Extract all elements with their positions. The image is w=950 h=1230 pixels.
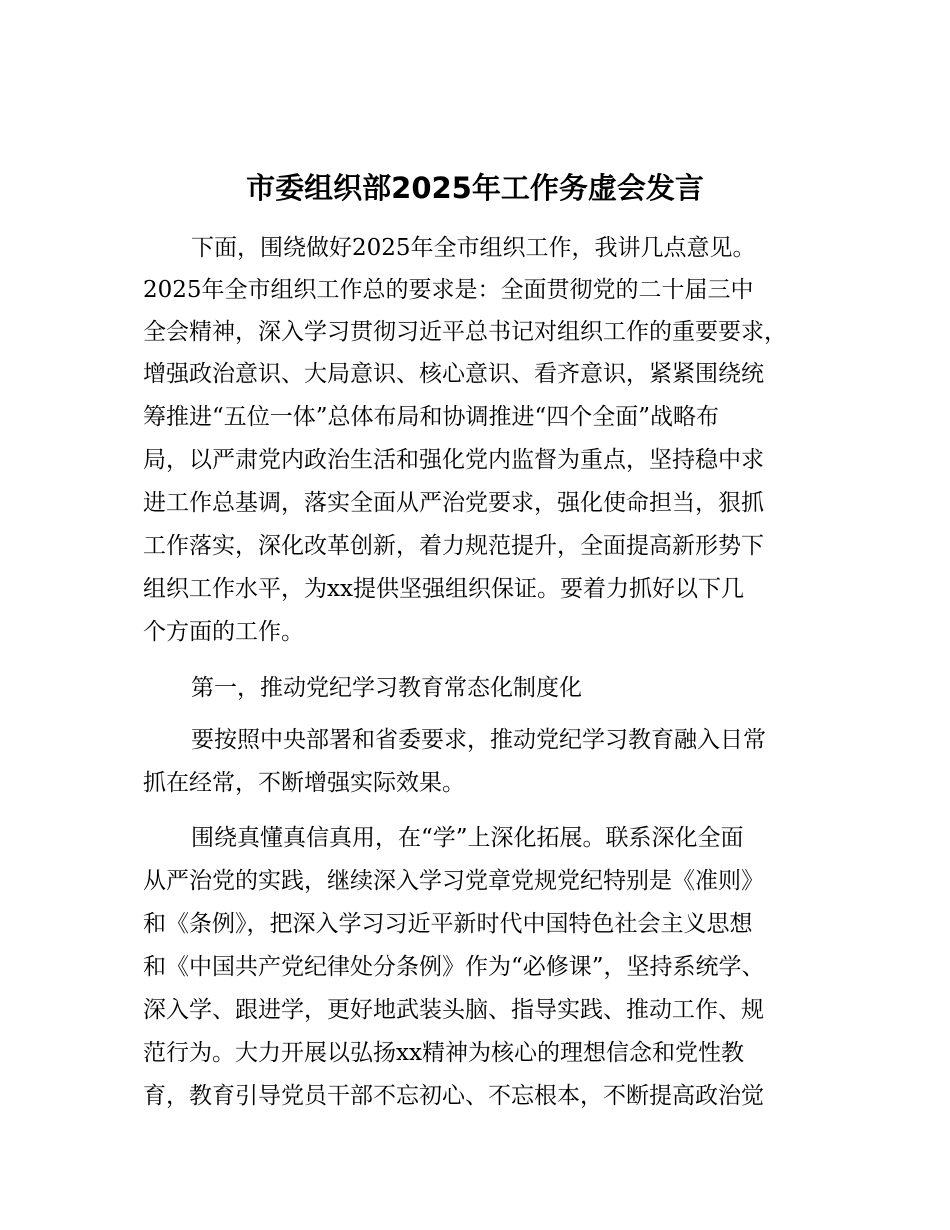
paragraph-line: 个方面的工作。 [143,619,304,645]
section-heading: 第一，推动党纪学习教育常态化制度化 [191,675,582,701]
paragraph-line: 组织工作水平，为xx提供坚强组织保证。要着力抓好以下几 [143,576,744,602]
paragraph-line: 全会精神，深入学习贯彻习近平总书记对组织工作的重要要求， [143,319,787,345]
paragraph-line: 深入学、跟进学，更好地武装头脑、指导实践、推动工作、规 [143,997,764,1023]
paragraph-line: 下面，围绕做好2025年全市组织工作，我讲几点意见。 [191,235,756,261]
paragraph-line: 围绕真懂真信真用，在“学”上深化拓展。联系深化全面 [191,825,744,851]
paragraph-line: 筹推进“五位一体”总体布局和协调推进“四个全面”战略布 [143,404,720,430]
paragraph-line: 2025年全市组织工作总的要求是：全面贯彻党的二十届三中 [143,277,754,303]
paragraph-line: 育，教育引导党员干部不忘初心、不忘根本，不断提高政治觉 [143,1083,764,1109]
paragraph-line: 局，以严肃党内政治生活和强化党内监督为重点，坚持稳中求 [143,447,764,473]
paragraph-line: 增强政治意识、大局意识、核心意识、看齐意识，紧紧围绕统 [143,361,764,387]
paragraph-line: 进工作总基调，落实全面从严治党要求，强化使命担当，狠抓 [143,490,764,516]
paragraph-line: 从严治党的实践，继续深入学习党章党规党纪特别是《准则》 [143,868,764,894]
paragraph-line: 和《条例》，把深入学习习近平新时代中国特色社会主义思想 [143,911,753,937]
document-title: 市委组织部2025年工作务虚会发言 [246,171,704,205]
paragraph-line: 工作落实，深化改革创新，着力规范提升，全面提高新形势下 [143,533,764,559]
paragraph-line: 和《中国共产党纪律处分条例》作为“必修课”，坚持系统学、 [143,954,765,980]
paragraph-line: 范行为。大力开展以弘扬xx精神为核心的理想信念和党性教 [143,1040,744,1066]
paragraph-line: 抓在经常，不断增强实际效果。 [143,770,465,796]
paragraph-line: 要按照中央部署和省委要求，推动党纪学习教育融入日常 [191,727,766,753]
